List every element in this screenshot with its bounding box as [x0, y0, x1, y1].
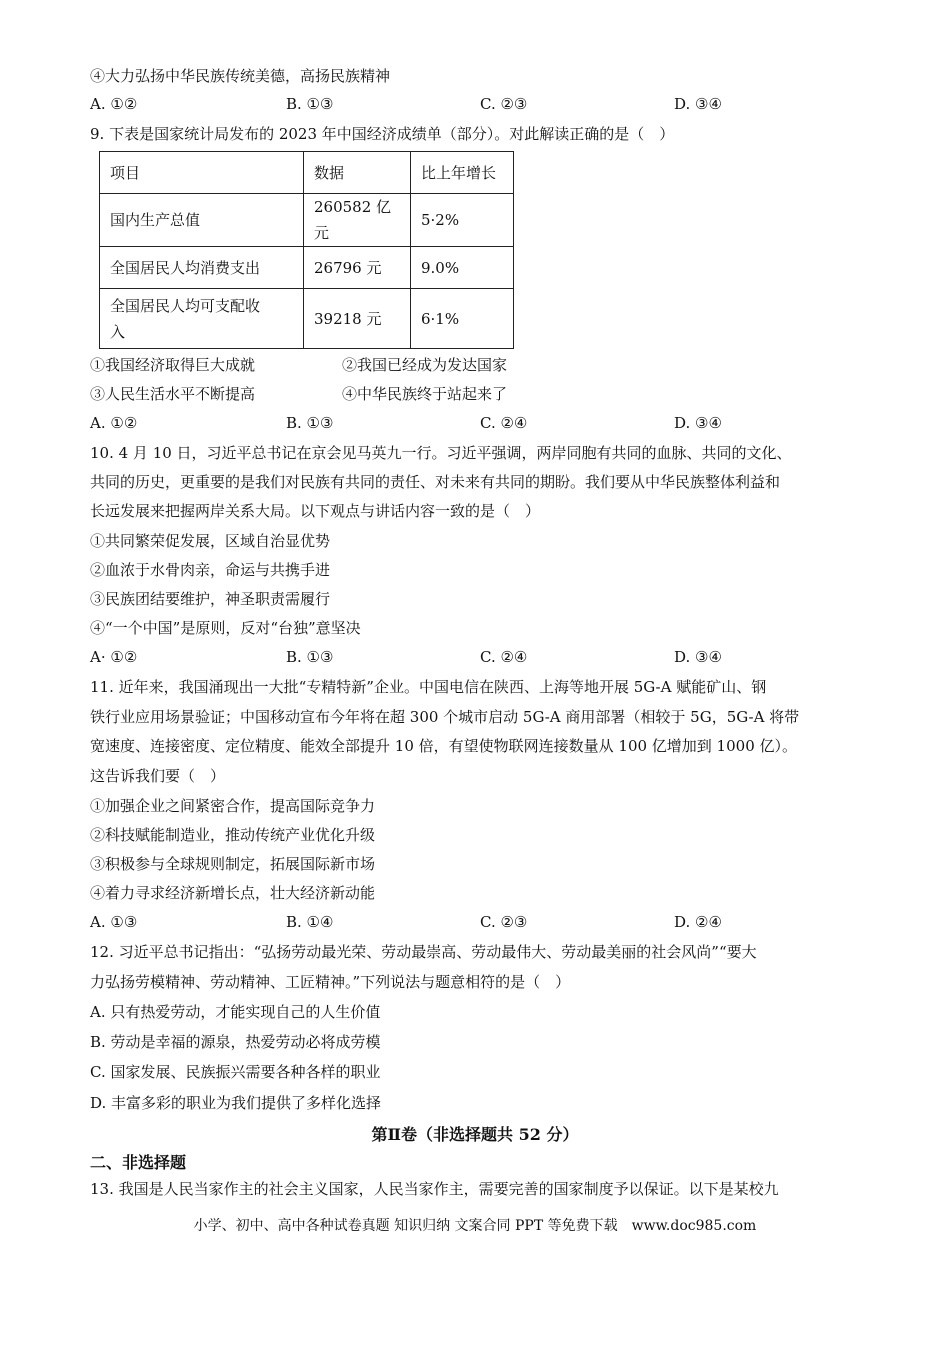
q11-stem-line-2: 铁行业应用场景验证；中国移动宣布今年将在超 300 个城市启动 5G-A 商用部署（相较于 5G，5G-A 将带 [90, 708, 800, 726]
q11-statement-2: ②科技赋能制造业，推动传统产业优化升级 [90, 826, 376, 844]
q10-stem-line-2: 共同的历史，更重要的是我们对民族有共同的责任、对未来有共同的期盼。我们要从中华民族整体利益和 [90, 473, 781, 491]
table-cell: 全国居民人均消费支出 [100, 247, 304, 289]
q9-stem: 9. 下表是国家统计局发布的 2023 年中国经济成绩单（部分）。对此解读正确的是（ ） [90, 125, 675, 143]
q11-stem-line-4: 这告诉我们要（ ） [90, 767, 226, 785]
q12-option-b[interactable]: B. 劳动是幸福的源泉，热爱劳动必将成劳模 [90, 1033, 381, 1051]
q11-statement-4: ④着力寻求经济新增长点，壮大经济新动能 [90, 884, 376, 902]
q9-statement-3: ③人民生活水平不断提高 [90, 385, 256, 403]
q12-option-d[interactable]: D. 丰富多彩的职业为我们提供了多样化选择 [90, 1094, 382, 1112]
q10-stem-line-1: 10. 4 月 10 日，习近平总书记在京会见马英九一行。习近平强调，两岸同胞有共同的血脉、共同的文化、 [90, 444, 792, 462]
q9-option-b[interactable]: B. ①③ [286, 414, 334, 432]
q10-stem-line-3: 长远发展来把握两岸关系大局。以下观点与讲话内容一致的是（ ） [90, 502, 541, 520]
table-header-row [100, 152, 514, 194]
q9-options [90, 413, 870, 433]
q10-options [90, 647, 870, 667]
q10-statement-4: ④“一个中国”是原则，反对“台独”意坚决 [90, 619, 361, 637]
table-cell: 39218 元 [304, 289, 411, 349]
table-cell [100, 289, 304, 349]
table-cell: 26796 元 [304, 247, 411, 289]
q12-stem-line-1: 12. 习近平总书记指出：“弘扬劳动最光荣、劳动最崇高、劳动最伟大、劳动最美丽的社会风尚”“要大 [90, 943, 757, 961]
q9-statement-4: ④中华民族终于站起来了 [342, 385, 508, 403]
q11-option-b[interactable]: B. ①④ [286, 913, 334, 931]
table-header-growth: 比上年增长 [411, 152, 514, 194]
table-row [100, 247, 514, 289]
table-cell: 国内生产总值 [100, 194, 304, 247]
q10-statement-3: ③民族团结要维护，神圣职责需履行 [90, 590, 331, 608]
page-footer: 小学、初中、高中各种试卷真题 知识归纳 文案合同 PPT 等免费下载 www.doc985.com [193, 1218, 757, 1234]
q10-option-c[interactable]: C. ②④ [480, 648, 528, 666]
table-cell-line: 入 [110, 322, 126, 341]
q12-option-a[interactable]: A. 只有热爱劳动，才能实现自己的人生价值 [90, 1003, 381, 1021]
q11-options [90, 912, 870, 932]
table-cell-line: 全国居民人均可支配收 [110, 296, 261, 315]
table-row [100, 289, 514, 349]
q10-option-b[interactable]: B. ①③ [286, 648, 334, 666]
q11-statement-1: ①加强企业之间紧密合作，提高国际竞争力 [90, 797, 376, 815]
q11-option-d[interactable]: D. ②④ [674, 913, 722, 931]
q9-option-d[interactable]: D. ③④ [674, 414, 722, 432]
q9-option-a[interactable]: A. ①② [90, 414, 138, 432]
table-cell: 9.0% [411, 247, 514, 289]
q9-statement-1: ①我国经济取得巨大成就 [90, 356, 256, 374]
q11-stem-line-3: 宽速度、连接密度、定位精度、能效全部提升 10 倍，有望使物联网连接数量从 100 亿增加到 1000 亿）。 [90, 737, 798, 755]
q8-statement-4: ④大力弘扬中华民族传统美德，高扬民族精神 [90, 67, 391, 85]
q12-option-c[interactable]: C. 国家发展、民族振兴需要各种各样的职业 [90, 1063, 381, 1081]
q11-option-a[interactable]: A. ①③ [90, 913, 138, 931]
section-two-heading: 二、非选择题 [90, 1153, 187, 1172]
q9-statement-2: ②我国已经成为发达国家 [342, 356, 508, 374]
q8-option-d[interactable]: D. ③④ [674, 95, 722, 113]
q8-options [90, 94, 870, 114]
q9-option-c[interactable]: C. ②④ [480, 414, 528, 432]
table-cell: 260582 亿元 [304, 194, 411, 247]
table-cell: 6·1% [411, 289, 514, 349]
table-header-data: 数据 [304, 152, 411, 194]
economy-stats-table [99, 151, 514, 349]
q8-option-c[interactable]: C. ②③ [480, 95, 528, 113]
q11-option-c[interactable]: C. ②③ [480, 913, 528, 931]
table-header-item: 项目 [100, 152, 304, 194]
table-row [100, 194, 514, 247]
q10-statement-2: ②血浓于水骨肉亲，命运与共携手进 [90, 561, 331, 579]
q11-statement-3: ③积极参与全球规则制定，拓展国际新市场 [90, 855, 376, 873]
q13-stem-line-1: 13. 我国是人民当家作主的社会主义国家，人民当家作主，需要完善的国家制度予以保证。以下是某校九 [90, 1180, 779, 1198]
q10-statement-1: ①共同繁荣促发展，区域自治显优势 [90, 532, 331, 550]
part-two-heading: 第Ⅱ卷（非选择题共 52 分） [371, 1125, 579, 1144]
q8-option-a[interactable]: A. ①② [90, 95, 138, 113]
table-cell: 5·2% [411, 194, 514, 247]
q10-option-a[interactable]: A· ①② [90, 648, 138, 666]
q8-option-b[interactable]: B. ①③ [286, 95, 334, 113]
q10-option-d[interactable]: D. ③④ [674, 648, 722, 666]
q12-stem-line-2: 力弘扬劳模精神、劳动精神、工匠精神。”下列说法与题意相符的是（ ） [90, 973, 571, 991]
q11-stem-line-1: 11. 近年来，我国涌现出一大批“专精特新”企业。中国电信在陕西、上海等地开展 5G-A 赋能矿山、钢 [90, 678, 767, 696]
